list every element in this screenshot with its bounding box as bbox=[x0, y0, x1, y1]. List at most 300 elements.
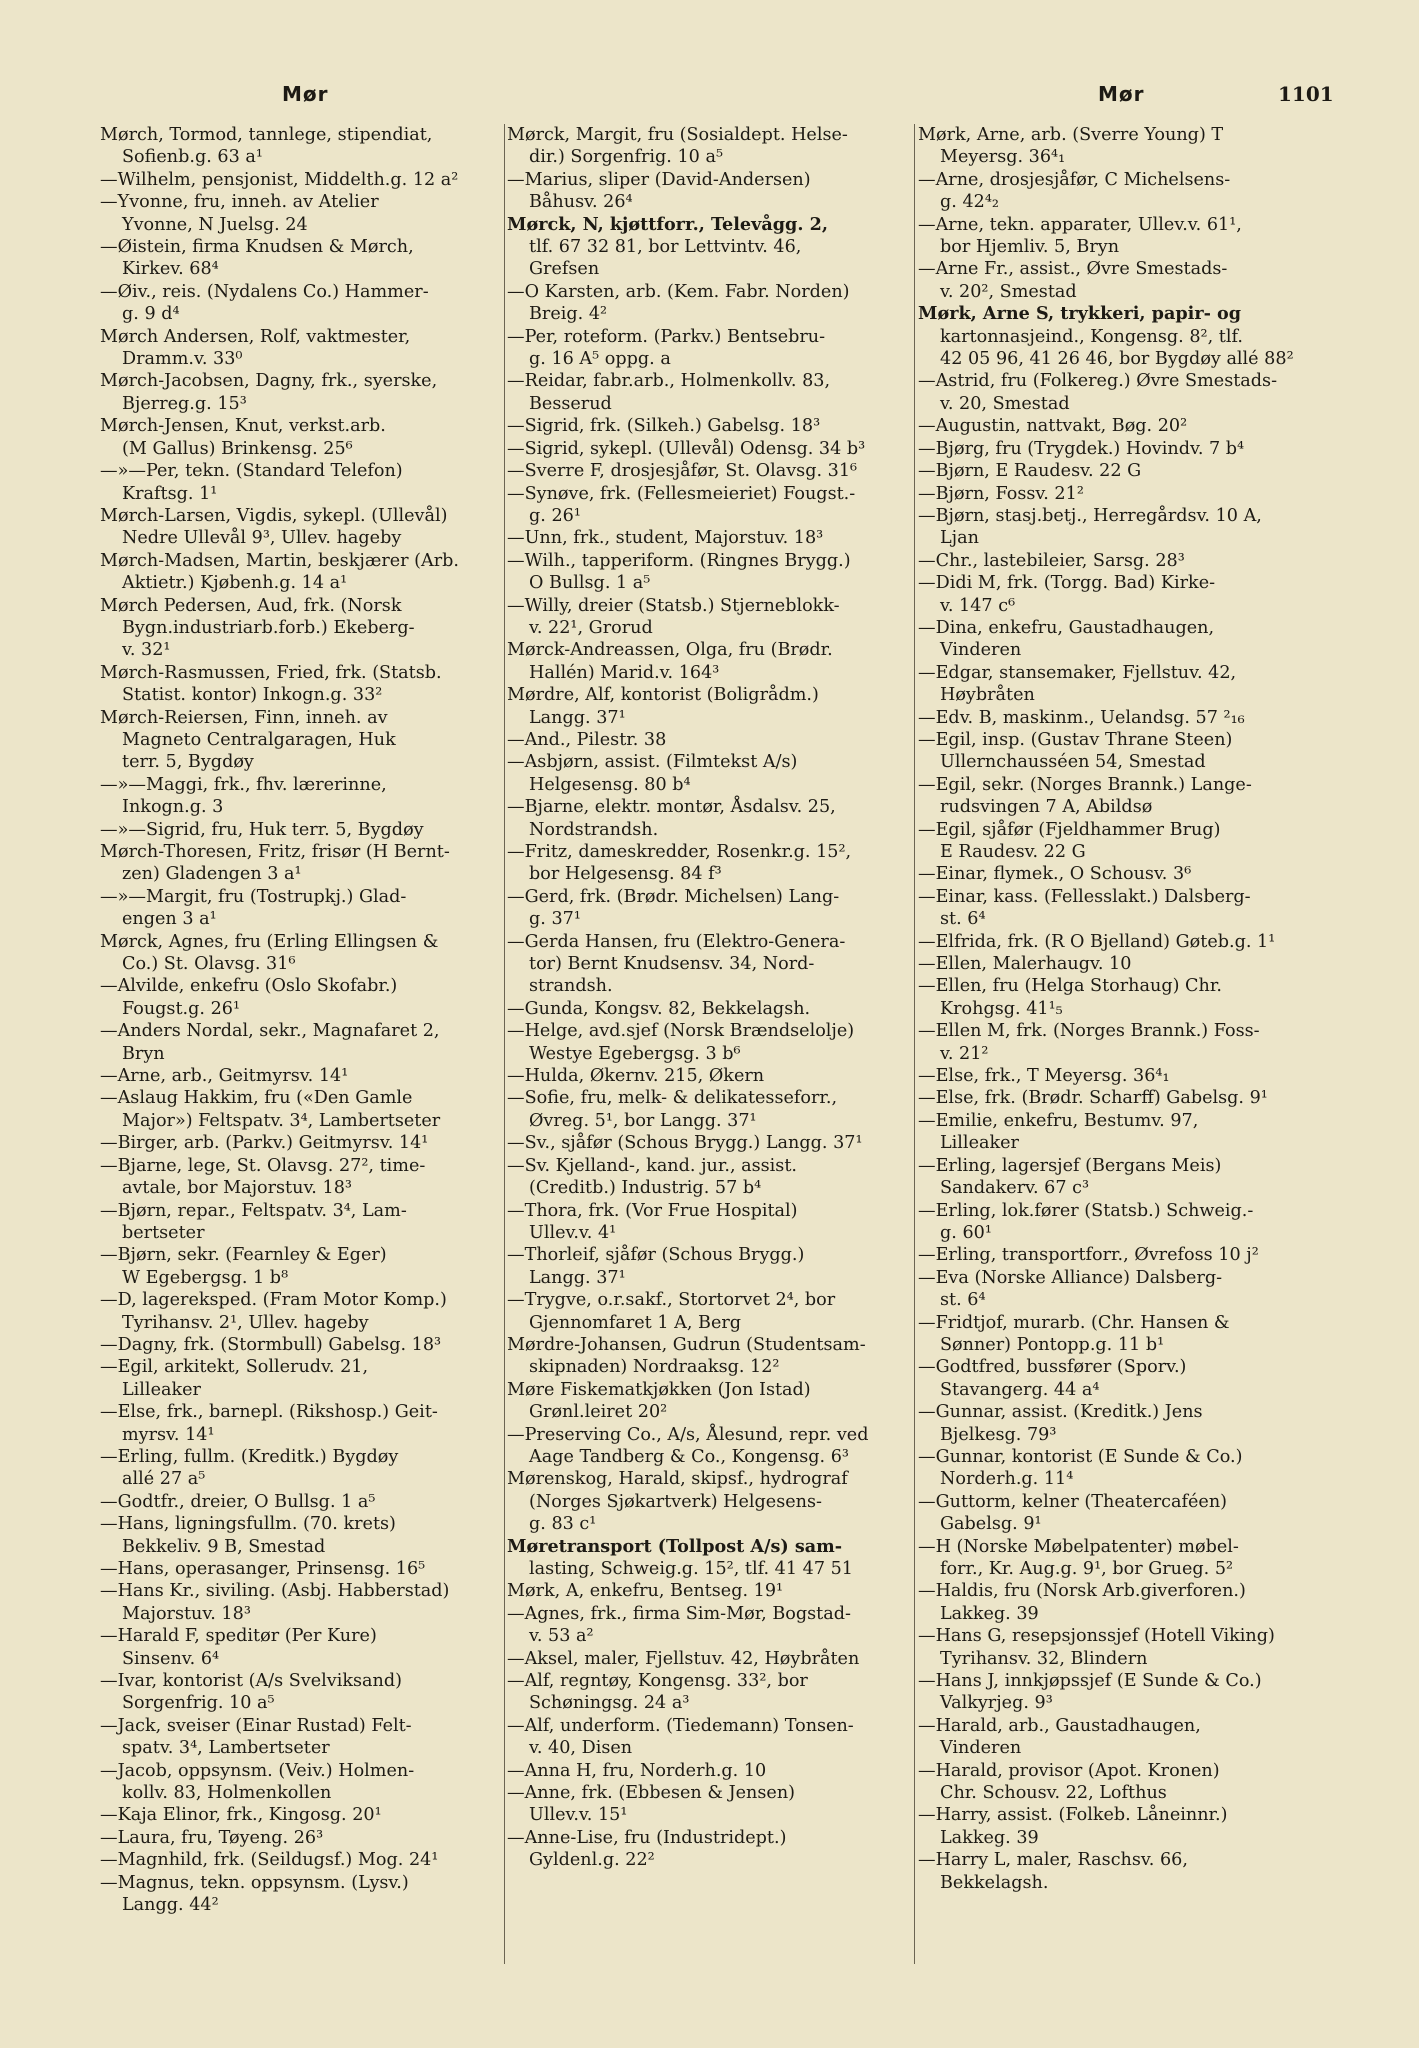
entry-name-line: —Alf, underform. (Tiedemann) Tonsen- bbox=[507, 1715, 854, 1736]
entry-name-line: Mørck, Margit, fru (Sosialdept. Helse- bbox=[507, 125, 848, 145]
entry-name-line: —Unn, frk., student, Majorstuv. 18³ bbox=[507, 528, 824, 549]
entry-name-line: —Wilh., tapperiform. (Ringnes Brygg.) bbox=[507, 550, 851, 571]
entry-continuation-line: myrsv. 14¹ bbox=[122, 1424, 215, 1445]
entry-continuation-line: Ullev.v. 4¹ bbox=[529, 1222, 617, 1243]
entry-continuation-line: Grefsen bbox=[529, 259, 600, 280]
entry-continuation-line: g. 83 c¹ bbox=[529, 1514, 597, 1535]
entry-continuation-line: Kraftsg. 1¹ bbox=[122, 483, 218, 504]
entry-continuation-line: Krohgsg. 41¹₅ bbox=[940, 998, 1063, 1019]
entry-name-line: —Gerd, frk. (Brødr. Michelsen) Lang- bbox=[507, 886, 840, 907]
directory-entry bbox=[918, 1020, 1320, 1065]
entry-name-line: —Bjarne, lege, St. Olavsg. 27², time- bbox=[100, 1155, 426, 1176]
entry-name-line: Mørch-Rasmussen, Fried, frk. (Statsb. bbox=[100, 662, 442, 683]
directory-entry bbox=[100, 819, 502, 841]
entry-continuation-line: v. 53 a² bbox=[529, 1626, 594, 1647]
entry-continuation-line: v. 20, Smestad bbox=[940, 393, 1070, 414]
directory-entry bbox=[100, 1155, 502, 1200]
directory-entry bbox=[918, 460, 1320, 482]
entry-continuation-line: Inkogn.g. 3 bbox=[122, 797, 224, 818]
directory-entry bbox=[507, 124, 909, 169]
entry-continuation-line: allé 27 a⁵ bbox=[122, 1469, 206, 1490]
entry-continuation-line: Bjelkesg. 79³ bbox=[940, 1424, 1057, 1445]
entry-continuation-line: dir.) Sorgenfrig. 10 a⁵ bbox=[529, 147, 723, 168]
entry-continuation-line: Nordstrandsh. bbox=[529, 819, 659, 840]
entry-name-line: —D, lagereksped. (Fram Motor Komp.) bbox=[100, 1290, 447, 1311]
directory-entry bbox=[100, 460, 502, 505]
entry-name-line: Mørch-Madsen, Martin, beskjærer (Arb. bbox=[100, 550, 460, 571]
entry-name-line: Mørk, Arne S, trykkeri, papir- og bbox=[918, 303, 1242, 325]
directory-entry bbox=[507, 595, 909, 640]
entry-name-line: —Thorleif, sjåfør (Schous Brygg.) bbox=[507, 1245, 805, 1266]
directory-entry bbox=[507, 1289, 909, 1334]
entry-continuation-line: Langg. 44² bbox=[122, 1895, 219, 1916]
entry-continuation-line: g. 9 d⁴ bbox=[122, 304, 180, 325]
directory-entry bbox=[507, 1244, 909, 1289]
directory-entry bbox=[918, 819, 1320, 864]
directory-entry bbox=[507, 1334, 909, 1379]
entry-name-line: —Helge, avd.sjef (Norsk Brændselolje) bbox=[507, 1021, 855, 1042]
entry-continuation-line: Westye Egebergsg. 3 b⁶ bbox=[529, 1043, 741, 1064]
entry-continuation-line: Tyrihansv. 2¹, Ullev. hageby bbox=[122, 1312, 369, 1333]
directory-entry bbox=[918, 1760, 1320, 1805]
directory-entry bbox=[507, 1065, 909, 1087]
entry-continuation-line: v. 20², Smestad bbox=[940, 281, 1077, 302]
running-head-left: Mør bbox=[282, 82, 329, 106]
entry-continuation-line: Sorgenfrig. 10 a⁵ bbox=[122, 1693, 275, 1714]
entry-name-line: —Astrid, fru (Folkereg.) Øvre Smestads- bbox=[918, 371, 1278, 392]
entry-name-line: —Preserving Co., A/s, Ålesund, repr. ved bbox=[507, 1424, 869, 1445]
entry-continuation-line: Sofienb.g. 63 a¹ bbox=[122, 147, 263, 168]
entry-continuation-line: (M Gallus) Brinkensg. 25⁶ bbox=[122, 438, 353, 459]
entry-continuation-line: Lakkeg. 39 bbox=[940, 1827, 1039, 1848]
entry-continuation-line: O Bullsg. 1 a⁵ bbox=[529, 573, 651, 594]
entry-name-line: —Erling, transportforr., Øvrefoss 10 j² bbox=[918, 1245, 1259, 1266]
entry-continuation-line: W Egebergsg. 1 b⁸ bbox=[122, 1267, 289, 1288]
entry-name-line: —Birger, arb. (Parkv.) Geitmyrsv. 14¹ bbox=[100, 1133, 429, 1154]
entry-name-line: —Einar, kass. (Fellesslakt.) Dalsberg- bbox=[918, 886, 1251, 907]
directory-entry bbox=[507, 1603, 909, 1648]
entry-continuation-line: (Creditb.) Industrig. 57 b⁴ bbox=[529, 1178, 762, 1199]
directory-entry bbox=[507, 281, 909, 326]
entry-continuation-line: kartonnasjeind., Kongensg. 8², tlf. bbox=[940, 326, 1243, 347]
entry-name-line: —H (Norske Møbelpatenter) møbel- bbox=[918, 1536, 1239, 1557]
entry-name-line: —O Karsten, arb. (Kem. Fabr. Norden) bbox=[507, 281, 850, 302]
directory-entry bbox=[100, 191, 502, 236]
directory-entry bbox=[918, 1446, 1320, 1491]
entry-name-line: —Guttorm, kelner (Theatercaféen) bbox=[918, 1491, 1228, 1512]
entry-continuation-line: g. 26¹ bbox=[529, 505, 581, 526]
entry-continuation-line: rudsvingen 7 A, Abildsø bbox=[940, 797, 1153, 818]
entry-name-line: —Arne Fr., assist., Øvre Smestads- bbox=[918, 259, 1228, 280]
entry-continuation-line: forr., Kr. Aug.g. 9¹, bor Grueg. 5² bbox=[940, 1559, 1234, 1579]
directory-entry bbox=[918, 886, 1320, 931]
entry-continuation-line: Bygn.industriarb.forb.) Ekeberg- bbox=[122, 617, 415, 638]
entry-name-line: —Erling, fullm. (Kreditk.) Bygdøy bbox=[100, 1446, 399, 1467]
entry-continuation-line: Aage Tandberg & Co., Kongensg. 6³ bbox=[529, 1446, 849, 1467]
entry-name-line: —Bjørn, repar., Feltspatv. 3⁴, Lam- bbox=[100, 1200, 407, 1221]
directory-entry bbox=[100, 1558, 502, 1580]
entry-name-line: Mørck, N, kjøttforr., Televågg. 2, bbox=[507, 213, 828, 235]
directory-entry bbox=[918, 1244, 1320, 1266]
entry-name-line: —Chr., lastebileier, Sarsg. 28³ bbox=[918, 550, 1185, 571]
entry-continuation-line: skipnaden) Nordraaksg. 12² bbox=[529, 1357, 780, 1378]
directory-entry bbox=[100, 415, 502, 460]
entry-name-line: —Fridtjof, murarb. (Chr. Hansen & bbox=[918, 1312, 1230, 1333]
entry-name-line: —Dagny, frk. (Stormbull) Gabelsg. 18³ bbox=[100, 1334, 442, 1355]
entry-name-line: —Agnes, frk., firma Sim-Mør, Bogstad- bbox=[507, 1603, 851, 1624]
entry-name-line: —Elfrida, frk. (R O Bjelland) Gøteb.g. 1¹ bbox=[918, 931, 1276, 952]
entry-name-line: Mørck-Andreassen, Olga, fru (Brødr. bbox=[507, 640, 833, 661]
directory-entry bbox=[918, 1625, 1320, 1670]
entry-name-line: —Hans, ligningsfullm. (70. krets) bbox=[100, 1514, 396, 1535]
entry-name-line: —Bjørn, sekr. (Fearnley & Eger) bbox=[100, 1245, 387, 1266]
directory-entry bbox=[918, 1401, 1320, 1446]
directory-entry bbox=[918, 1804, 1320, 1849]
directory-entry bbox=[100, 1132, 502, 1154]
directory-entry bbox=[507, 1827, 909, 1872]
entry-name-line: —Sigrid, sykepl. (Ullevål) Odensg. 34 b³ bbox=[507, 438, 866, 459]
entry-continuation-line: Majorstuv. 18³ bbox=[122, 1603, 251, 1624]
directory-entry bbox=[507, 684, 909, 729]
entry-name-line: —Bjørn, Fossv. 21² bbox=[918, 483, 1084, 504]
directory-entry bbox=[100, 1849, 502, 1871]
entry-name-line: —Hans J, innkjøpssjef (E Sunde & Co.) bbox=[918, 1671, 1262, 1692]
entry-continuation-line: v. 21² bbox=[940, 1043, 989, 1064]
directory-entry bbox=[507, 214, 909, 281]
entry-name-line: Mørenskog, Harald, skipsf., hydrograf bbox=[507, 1469, 848, 1490]
entry-continuation-line: avtale, bor Majorstuv. 18³ bbox=[122, 1178, 352, 1199]
directory-entry bbox=[507, 370, 909, 415]
column-divider bbox=[504, 124, 505, 1964]
entry-continuation-line: strandsh. bbox=[529, 976, 613, 997]
entry-name-line: —Haldis, fru (Norsk Arb.giverforen.) bbox=[918, 1581, 1246, 1602]
entry-continuation-line: Co.) St. Olavsg. 31⁶ bbox=[122, 954, 296, 975]
directory-entry bbox=[918, 662, 1320, 707]
entry-continuation-line: Sønner) Pontopp.g. 11 b¹ bbox=[940, 1334, 1165, 1355]
entry-name-line: —Harry L, maler, Raschsv. 66, bbox=[918, 1850, 1188, 1871]
entry-continuation-line: Bekkeliv. 9 B, Smestad bbox=[122, 1536, 326, 1557]
directory-entry bbox=[918, 975, 1320, 1020]
entry-name-line: —Alvilde, enkefru (Oslo Skofabr.) bbox=[100, 976, 398, 997]
directory-entry bbox=[507, 438, 909, 460]
entry-name-line: —Anders Nordal, sekr., Magnafaret 2, bbox=[100, 1021, 440, 1042]
entry-name-line: Mørk, Arne, arb. (Sverre Young) T bbox=[918, 125, 1224, 145]
directory-entry bbox=[100, 1020, 502, 1065]
entry-continuation-line: Sinsenv. 6⁴ bbox=[122, 1648, 220, 1669]
entry-name-line: —Aksel, maler, Fjellstuv. 42, Høybråten bbox=[507, 1648, 860, 1669]
entry-name-line: —Asbjørn, assist. (Filmtekst A/s) bbox=[507, 752, 798, 773]
entry-name-line: —Harald, provisor (Apot. Kronen) bbox=[918, 1760, 1220, 1781]
directory-entry bbox=[100, 1446, 502, 1491]
entry-name-line: —»—Sigrid, fru, Huk terr. 5, Bygdøy bbox=[100, 819, 424, 840]
entry-continuation-line: Valkyrjeg. 9³ bbox=[940, 1693, 1053, 1714]
entry-name-line: —Else, frk., T Meyersg. 36⁴₁ bbox=[918, 1066, 1170, 1087]
directory-entry bbox=[918, 1110, 1320, 1155]
entry-name-line: Mørch-Jacobsen, Dagny, frk., syerske, bbox=[100, 371, 438, 392]
directory-entry bbox=[507, 1200, 909, 1245]
entry-continuation-line: Båhusv. 26⁴ bbox=[529, 192, 633, 213]
directory-entry bbox=[507, 841, 909, 886]
entry-continuation-line: Langg. 37¹ bbox=[529, 1267, 626, 1288]
directory-entry bbox=[507, 326, 909, 371]
entry-continuation-line: st. 6⁴ bbox=[940, 1290, 986, 1311]
entry-continuation-line: Fougst.g. 26¹ bbox=[122, 998, 241, 1019]
entry-name-line: —Willy, dreier (Statsb.) Stjerneblokk- bbox=[507, 595, 840, 616]
directory-entry bbox=[918, 1849, 1320, 1894]
entry-name-line: —Sv. Kjelland-, kand. jur., assist. bbox=[507, 1155, 797, 1176]
entry-name-line: —»—Margit, fru (Tostrupkj.) Glad- bbox=[100, 886, 407, 907]
entry-continuation-line: Norderh.g. 11⁴ bbox=[940, 1469, 1074, 1490]
entry-continuation-line: Helgesensg. 80 b⁴ bbox=[529, 774, 691, 795]
entry-continuation-line: Gabelsg. 9¹ bbox=[940, 1514, 1042, 1535]
entry-continuation-line: Høybråten bbox=[940, 685, 1035, 706]
directory-entry bbox=[918, 415, 1320, 437]
entry-name-line: Mørch-Reiersen, Finn, inneh. av bbox=[100, 707, 388, 728]
entry-name-line: —Øistein, firma Knudsen & Mørch, bbox=[100, 237, 414, 258]
directory-column-2 bbox=[507, 124, 909, 1872]
entry-continuation-line: Breig. 4² bbox=[529, 304, 608, 325]
running-head-right: Mør bbox=[1098, 82, 1145, 106]
directory-entry bbox=[918, 169, 1320, 214]
entry-continuation-line: Kirkev. 68⁴ bbox=[122, 259, 219, 280]
directory-entry bbox=[918, 1065, 1320, 1087]
entry-name-line: —Bjørn, stasj.betj., Herregårdsv. 10 A, bbox=[918, 505, 1262, 526]
entry-continuation-line: Magneto Centralgaragen, Huk bbox=[122, 729, 396, 750]
entry-name-line: —Anne-Lise, fru (Industridept.) bbox=[507, 1827, 787, 1848]
directory-entry bbox=[507, 1670, 909, 1715]
entry-name-line: —Laura, fru, Tøyeng. 26³ bbox=[100, 1827, 324, 1848]
directory-entry bbox=[100, 662, 502, 707]
directory-entry bbox=[918, 550, 1320, 572]
entry-name-line: Møretransport (Tollpost A/s) sam- bbox=[507, 1535, 843, 1557]
entry-name-line: Mørdre-Johansen, Gudrun (Studentsam- bbox=[507, 1334, 866, 1355]
entry-name-line: —Egil, arkitekt, Sollerudv. 21, bbox=[100, 1357, 369, 1378]
directory-entry bbox=[918, 505, 1320, 550]
entry-continuation-line: Hallén) Marid.v. 164³ bbox=[529, 662, 720, 683]
entry-continuation-line: zen) Gladengen 3 a¹ bbox=[122, 864, 302, 885]
directory-entry bbox=[100, 1715, 502, 1760]
entry-continuation-line: Tyrihansv. 32, Blindern bbox=[940, 1648, 1148, 1669]
entry-name-line: —Magnus, tekn. oppsynsm. (Lysv.) bbox=[100, 1872, 409, 1893]
entry-continuation-line: Grønl.leiret 20² bbox=[529, 1402, 668, 1423]
directory-entry bbox=[918, 370, 1320, 415]
entry-name-line: Mørdre, Alf, kontorist (Boligrådm.) bbox=[507, 685, 819, 706]
directory-entry bbox=[507, 1760, 909, 1782]
directory-entry bbox=[918, 707, 1320, 729]
entry-continuation-line: bor Helgesensg. 84 f³ bbox=[529, 864, 722, 885]
entry-continuation-line: E Raudesv. 22 G bbox=[940, 842, 1086, 862]
entry-name-line: Mørch-Thoresen, Fritz, frisør (H Bernt- bbox=[100, 842, 450, 862]
entry-name-line: —»—Maggi, frk., fhv. lærerinne, bbox=[100, 774, 387, 795]
entry-continuation-line: Gyldenl.g. 22² bbox=[529, 1850, 655, 1871]
entry-continuation-line: g. 16 A⁵ oppg. a bbox=[529, 349, 671, 370]
entry-name-line: —Hans Kr., siviling. (Asbj. Habberstad) bbox=[100, 1581, 450, 1602]
directory-entry bbox=[100, 1289, 502, 1334]
entry-name-line: —Anne, frk. (Ebbesen & Jensen) bbox=[507, 1783, 796, 1804]
entry-name-line: Mørch, Tormod, tannlege, stipendiat, bbox=[100, 125, 433, 145]
directory-entry bbox=[100, 281, 502, 326]
directory-entry bbox=[507, 886, 909, 931]
entry-name-line: —Sofie, fru, melk- & delikatesseforr., bbox=[507, 1088, 838, 1109]
directory-entry bbox=[918, 1356, 1320, 1401]
entry-name-line: —Edv. B, maskinm., Uelandsg. 57 ²₁₆ bbox=[918, 707, 1245, 728]
directory-entry bbox=[918, 1580, 1320, 1625]
entry-name-line: —Gunnar, assist. (Kreditk.) Jens bbox=[918, 1402, 1203, 1423]
entry-name-line: —Hans, operasanger, Prinsensg. 16⁵ bbox=[100, 1559, 426, 1579]
directory-entry bbox=[507, 639, 909, 684]
entry-continuation-line: Schøningsg. 24 a³ bbox=[529, 1693, 690, 1714]
directory-entry bbox=[918, 1536, 1320, 1581]
entry-name-line: —Gunnar, kontorist (E Sunde & Co.) bbox=[918, 1446, 1243, 1467]
entry-continuation-line: Meyersg. 36⁴₁ bbox=[940, 147, 1066, 168]
directory-entry bbox=[507, 527, 909, 549]
entry-continuation-line: Bryn bbox=[122, 1043, 165, 1064]
entry-name-line: —Arne, tekn. apparater, Ullev.v. 61¹, bbox=[918, 214, 1242, 235]
directory-entry bbox=[918, 1267, 1320, 1312]
entry-name-line: —Harald, arb., Gaustadhaugen, bbox=[918, 1715, 1201, 1736]
entry-name-line: —Arne, drosjesjåfør, C Michelsens- bbox=[918, 169, 1231, 190]
entry-name-line: —Per, roteform. (Parkv.) Bentsebru- bbox=[507, 326, 826, 347]
entry-name-line: Mørch-Jensen, Knut, verkst.arb. bbox=[100, 416, 386, 437]
entry-continuation-line: tlf. 67 32 81, bor Lettvintv. 46, bbox=[529, 237, 802, 258]
directory-entry bbox=[100, 707, 502, 774]
entry-name-line: —Sv., sjåfør (Schous Brygg.) Langg. 37¹ bbox=[507, 1133, 863, 1154]
directory-entry bbox=[507, 415, 909, 437]
entry-name-line: —Alf, regntøy, Kongensg. 33², bor bbox=[507, 1671, 808, 1692]
directory-entry bbox=[507, 931, 909, 998]
entry-continuation-line: Ullev.v. 15¹ bbox=[529, 1805, 628, 1826]
entry-name-line: —Einar, flymek., O Schousv. 3⁶ bbox=[918, 864, 1192, 885]
directory-entry bbox=[100, 975, 502, 1020]
entry-name-line: —Emilie, enkefru, Bestumv. 97, bbox=[918, 1110, 1199, 1131]
entry-name-line: —Marius, sliper (David-Andersen) bbox=[507, 169, 811, 190]
entry-name-line: —Erling, lagersjef (Bergans Meis) bbox=[918, 1155, 1222, 1176]
entry-continuation-line: Øvreg. 5¹, bor Langg. 37¹ bbox=[529, 1110, 757, 1131]
entry-continuation-line: Stavangerg. 44 a⁴ bbox=[940, 1379, 1100, 1400]
directory-entry bbox=[100, 1827, 502, 1849]
directory-entry bbox=[507, 483, 909, 528]
directory-entry bbox=[507, 1648, 909, 1670]
entry-continuation-line: Lakkeg. 39 bbox=[940, 1603, 1039, 1624]
entry-name-line: Mørk, A, enkefru, Bentseg. 19¹ bbox=[507, 1581, 784, 1602]
entry-name-line: —Aslaug Hakkim, fru («Den Gamle bbox=[100, 1088, 413, 1109]
directory-entry bbox=[507, 1155, 909, 1200]
entry-name-line: Mørck, Agnes, fru (Erling Ellingsen & bbox=[100, 931, 439, 952]
entry-continuation-line: Chr. Schousv. 22, Lofthus bbox=[940, 1783, 1167, 1804]
directory-entry bbox=[100, 1760, 502, 1805]
directory-entry bbox=[507, 550, 909, 595]
entry-name-line: —Gunda, Kongsv. 82, Bekkelagsh. bbox=[507, 998, 811, 1019]
entry-name-line: —Didi M, frk. (Torgg. Bad) Kirke- bbox=[918, 573, 1216, 594]
entry-continuation-line: v. 32¹ bbox=[122, 640, 171, 661]
entry-name-line: —Magnhild, frk. (Seildugsf.) Mog. 24¹ bbox=[100, 1850, 439, 1871]
entry-continuation-line: Langg. 37¹ bbox=[529, 707, 626, 728]
directory-entry bbox=[100, 1625, 502, 1670]
directory-entry bbox=[507, 729, 909, 751]
entry-continuation-line: Dramm.v. 33⁰ bbox=[122, 349, 243, 370]
entry-name-line: —Egil, sekr. (Norges Brannk.) Lange- bbox=[918, 774, 1252, 795]
entry-continuation-line: Yvonne, N Juelsg. 24 bbox=[122, 214, 308, 235]
entry-continuation-line: Ullernchausséen 54, Smestad bbox=[940, 752, 1206, 773]
entry-continuation-line: Nedre Ullevål 9³, Ullev. hageby bbox=[122, 528, 402, 549]
entry-name-line: —Hans G, resepsjonssjef (Hotell Viking) bbox=[918, 1626, 1275, 1647]
directory-entry bbox=[918, 1155, 1320, 1200]
entry-name-line: —Jack, sveiser (Einar Rustad) Felt- bbox=[100, 1715, 412, 1736]
entry-name-line: —Gerda Hansen, fru (Elektro-Genera- bbox=[507, 931, 846, 952]
entry-name-line: —Reidar, fabr.arb., Holmenkollv. 83, bbox=[507, 371, 831, 392]
directory-entry bbox=[918, 774, 1320, 819]
directory-entry bbox=[507, 1580, 909, 1602]
directory-column-3 bbox=[918, 124, 1320, 1894]
directory-entry bbox=[507, 1087, 909, 1132]
entry-name-line: —Sigrid, frk. (Silkeh.) Gabelsg. 18³ bbox=[507, 416, 821, 437]
entry-name-line: —Wilhelm, pensjonist, Middelth.g. 12 a² bbox=[100, 169, 459, 190]
entry-name-line: —Else, frk., barnepl. (Rikshosp.) Geit- bbox=[100, 1402, 438, 1423]
entry-name-line: —Harald F, speditør (Per Kure) bbox=[100, 1626, 377, 1647]
directory-entry bbox=[918, 1670, 1320, 1715]
entry-name-line: —Edgar, stansemaker, Fjellstuv. 42, bbox=[918, 662, 1237, 683]
entry-name-line: —Sverre F, drosjesjåfør, St. Olavsg. 31⁶ bbox=[507, 461, 858, 482]
page-number: 1101 bbox=[1278, 82, 1334, 106]
entry-continuation-line: Gjennomfaret 1 A, Berg bbox=[529, 1312, 742, 1333]
directory-entry bbox=[918, 953, 1320, 975]
directory-entry bbox=[100, 169, 502, 191]
entry-continuation-line: g. 42⁴₂ bbox=[940, 192, 999, 213]
entry-continuation-line: Statist. kontor) Inkogn.g. 33² bbox=[122, 685, 383, 706]
entry-continuation-line: kollv. 83, Holmenkollen bbox=[122, 1783, 332, 1804]
entry-name-line: —Arne, arb., Geitmyrsv. 14¹ bbox=[100, 1066, 349, 1087]
directory-entry bbox=[100, 1244, 502, 1289]
directory-entry bbox=[918, 617, 1320, 662]
entry-continuation-line: v. 40, Disen bbox=[529, 1738, 633, 1759]
entry-name-line: —Synøve, frk. (Fellesmeieriet) Fougst.- bbox=[507, 483, 856, 504]
entry-continuation-line: 42 05 96, 41 26 46, bor Bygdøy allé 88² bbox=[940, 349, 1294, 370]
directory-entry bbox=[507, 169, 909, 214]
directory-entry bbox=[100, 326, 502, 371]
entry-name-line: —Ellen M, frk. (Norges Brannk.) Foss- bbox=[918, 1021, 1260, 1042]
directory-entry bbox=[100, 1200, 502, 1245]
directory-entry bbox=[918, 124, 1320, 169]
directory-entry bbox=[100, 505, 502, 550]
entry-continuation-line: Sandakerv. 67 c³ bbox=[940, 1178, 1090, 1199]
entry-continuation-line: g. 60¹ bbox=[940, 1222, 992, 1243]
directory-entry bbox=[507, 1424, 909, 1469]
directory-entry bbox=[918, 303, 1320, 370]
entry-continuation-line: Bjerreg.g. 15³ bbox=[122, 393, 247, 414]
entry-continuation-line: lasting, Schweig.g. 15², tlf. 41 47 51 bbox=[529, 1559, 853, 1579]
entry-name-line: —Eva (Norske Alliance) Dalsberg- bbox=[918, 1267, 1223, 1288]
entry-name-line: —Ivar, kontorist (A/s Svelviksand) bbox=[100, 1671, 402, 1692]
entry-continuation-line: Besserud bbox=[529, 393, 612, 414]
directory-entry bbox=[100, 931, 502, 976]
directory-entry bbox=[100, 1580, 502, 1625]
entry-name-line: Møre Fiskematkjøkken (Jon Istad) bbox=[507, 1379, 811, 1400]
directory-entry bbox=[918, 1200, 1320, 1245]
entry-continuation-line: engen 3 a¹ bbox=[122, 909, 217, 930]
entry-name-line: —Hulda, Økernv. 215, Økern bbox=[507, 1066, 765, 1087]
directory-entry bbox=[100, 236, 502, 281]
directory-entry bbox=[100, 841, 502, 886]
directory-entry bbox=[507, 460, 909, 482]
entry-name-line: —Anna H, fru, Norderh.g. 10 bbox=[507, 1760, 767, 1781]
entry-continuation-line: v. 147 c⁶ bbox=[940, 595, 1016, 616]
entry-name-line: —Fritz, dameskredder, Rosenkr.g. 15², bbox=[507, 842, 852, 862]
directory-entry bbox=[100, 595, 502, 662]
directory-entry bbox=[507, 1132, 909, 1154]
entry-name-line: —Augustin, nattvakt, Bøg. 20² bbox=[918, 416, 1188, 437]
directory-entry bbox=[100, 1872, 502, 1917]
entry-name-line: —Ellen, Malerhaugv. 10 bbox=[918, 954, 1132, 975]
